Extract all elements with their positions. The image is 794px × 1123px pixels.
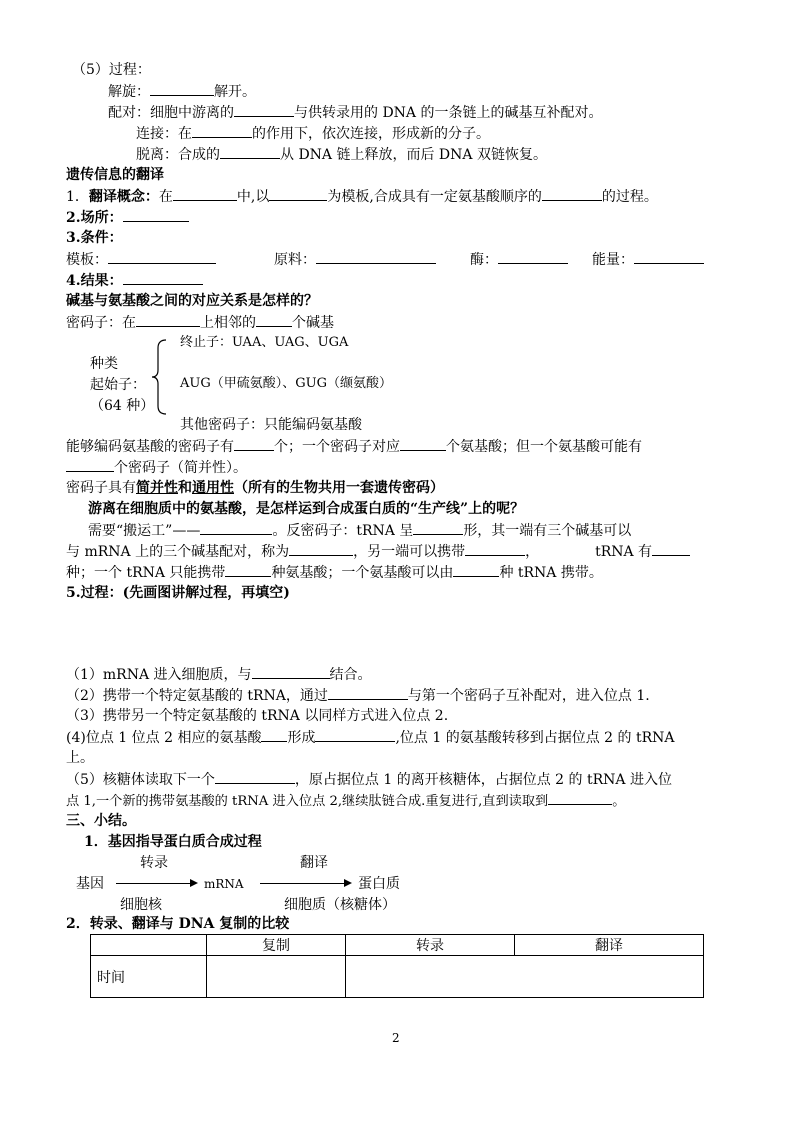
start-codons: AUG（甲硫氨酸）、GUG（缬氨酸） (180, 376, 392, 391)
other-codons: 其他密码子：只能编码氨基酸 (180, 417, 362, 433)
relation-question: 碱基与氨基酸之间的对应关系是怎样的？ (66, 293, 318, 309)
table-row-label: 时间 (91, 956, 207, 998)
step-5: （5）核糖体读取下一个 ，原占据位点 1 的离开核糖体，占据位点 2 的 tRNA 进入位 (66, 769, 672, 790)
porter-line-1: 需要“搬运工”—— 。反密码子：tRNA 呈 形，其一端有三个碱基可以 (88, 520, 631, 541)
process-5-heading: 5.过程：(先画图讲解过程，再填空) (66, 585, 290, 601)
stop-codons: 终止子：UAA、UAG、UGA (180, 335, 349, 350)
transport-question: 游离在细胞质中的氨基酸，是怎样运到合成蛋白质的“生产线”上的呢？ (88, 501, 525, 517)
process-heading: （5）过程： (72, 62, 151, 78)
table-header (91, 935, 207, 956)
codon-properties: 密码子具有简并性和通用性（所有的生物共用一套遗传密码） (66, 480, 444, 496)
mrna-label: mRNA (204, 877, 244, 891)
kinds-label: 种类 (90, 356, 118, 372)
kinds-count: （64 种） (90, 398, 155, 414)
table-header: 翻译 (515, 935, 704, 956)
porter-line-2: 与 mRNA 上的三个碱基配对，称为 ，另一端可以携带 ， tRNA 有 (66, 541, 690, 562)
translate-label: 翻译 (300, 855, 328, 871)
start-label: 起始子： (90, 377, 146, 393)
table-cell (207, 956, 346, 998)
nucleus-label: 细胞核 (120, 897, 162, 913)
site-line: 2.场所： (66, 207, 189, 228)
step-4: (4)位点 1 位点 2 相应的氨基酸 形成 ,位点 1 的氨基酸转移到占据位点 2 的 tRNA (66, 727, 675, 748)
arrow-icon (260, 883, 350, 884)
transcribe-label: 转录 (140, 855, 168, 871)
table-header: 转录 (346, 935, 515, 956)
table-header: 复制 (207, 935, 346, 956)
step-1: （1）mRNA 进入细胞质，与 结合。 (66, 664, 372, 685)
step-3: （3）携带另一个特定氨基酸的 tRNA 以同样方式进入位点 2. (66, 708, 449, 724)
porter-line-3: 种；一个 tRNA 只能携带 种氨基酸；一个氨基酸可以由 种 tRNA 携带。 (66, 562, 603, 583)
step-4-cont: 上。 (66, 750, 94, 766)
summary-heading: 三、小结。 (66, 813, 136, 829)
cytoplasm-label: 细胞质（核糖体） (284, 897, 396, 913)
step-5-cont: 点 1,一个新的携带氨基酸的 tRNA 进入位点 2,继续肽链合成.重复进行,直到读取到 。 (66, 790, 625, 812)
encode-line-2: 个密码子（简并性）。 (66, 457, 247, 478)
concept-line: 1．翻译概念：在 中,以 为模板,合成具有一定氨基酸顺序的 的过程。 (66, 186, 658, 207)
step-2: （2）携带一个特定氨基酸的 tRNA，通过 与第一个密码子互补配对，进入位点 1. (66, 685, 650, 706)
comparison-table (90, 934, 704, 998)
summary-h2: 2．转录、翻译与 DNA 复制的比较 (66, 916, 290, 932)
gene-label: 基因 (76, 876, 104, 892)
link-line: 连接：在 的作用下，依次连接，形成新的分子。 (136, 123, 490, 144)
arrow-icon (116, 883, 196, 884)
protein-label: 蛋白质 (358, 876, 400, 892)
codon-definition: 密码子：在 上相邻的 个碱基 (66, 312, 334, 333)
encode-line: 能够编码氨基酸的密码子有 个；一个密码子对应 个氨基酸；但一个氨基酸可能有 (66, 436, 642, 457)
pair-line: 配对：细胞中游离的 与供转录用的 DNA 的一条链上的碱基互补配对。 (108, 102, 602, 123)
summary-h1: 1．基因指导蛋白质合成过程 (84, 834, 262, 850)
unwind-line: 解旋： 解开。 (108, 81, 256, 102)
translation-heading: 遗传信息的翻译 (66, 167, 164, 183)
condition-items: 模板： 原料： 酶： 能量： (66, 249, 704, 270)
table-cell (346, 956, 704, 998)
brace-icon (150, 338, 170, 416)
detach-line: 脱离：合成的 从 DNA 链上释放，而后 DNA 双链恢复。 (136, 144, 547, 165)
conditions-line: 3.条件： (66, 230, 123, 246)
result-line: 4.结果： (66, 270, 203, 291)
page-number: 2 (392, 1031, 400, 1045)
